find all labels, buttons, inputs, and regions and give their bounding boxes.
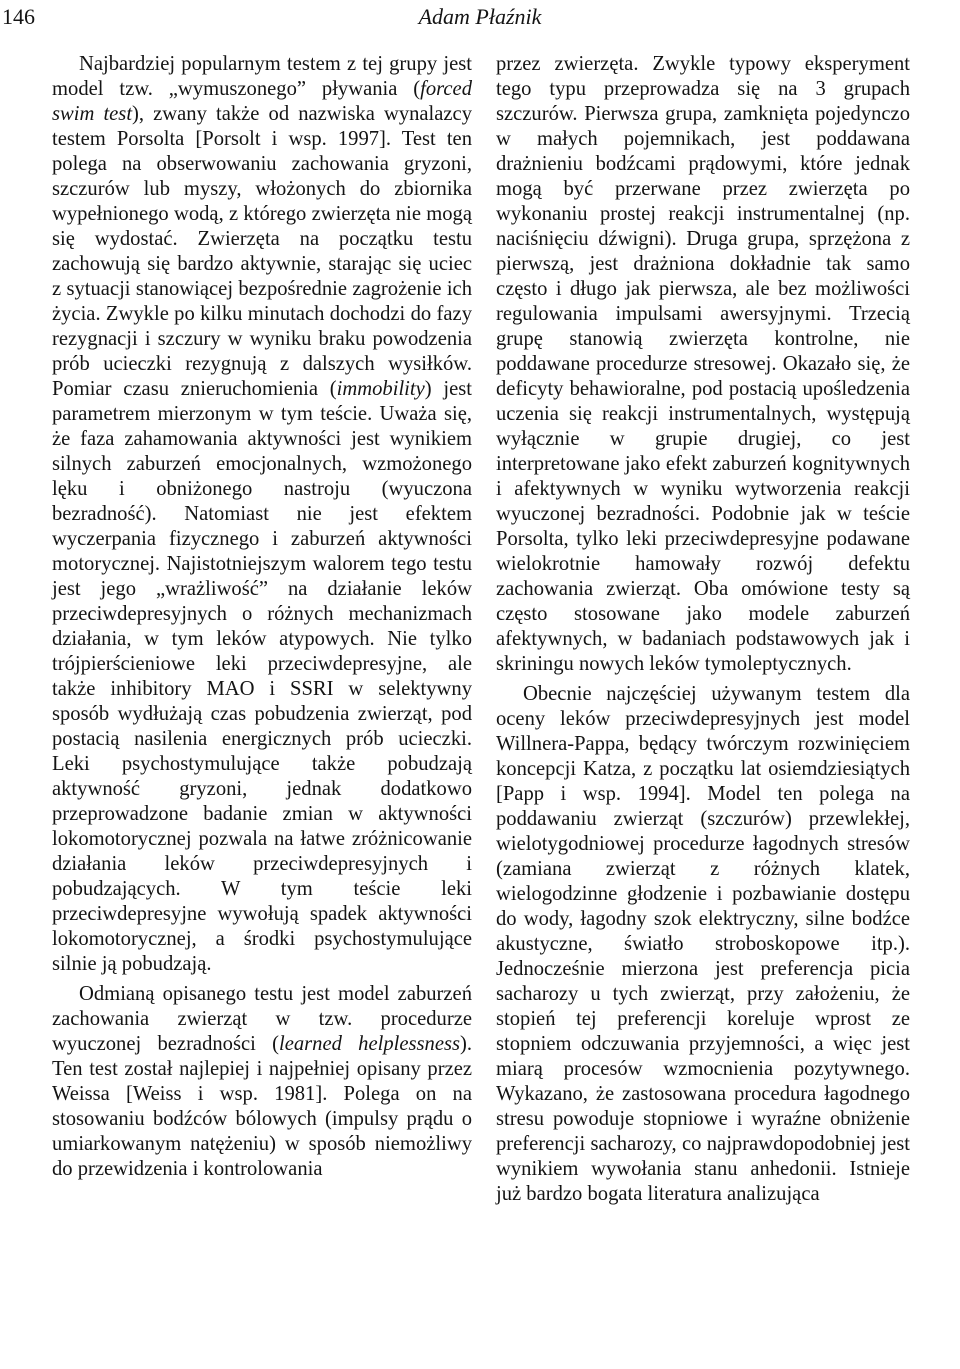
page-number: 146 [2, 4, 35, 29]
paragraph [52, 982, 472, 1182]
text-run: Obecnie najczęściej używanym testem dla oceny leków przeciwdepresyjnych jest model Willnera-Pappa, będący twórczym rozwinięciem koncepcji Katza, z początku lat osiemdziesiątych [Papp i wsp. 1994]. Model ten polega na poddawaniu zwierząt (szczurów) przewlekłej, wielotygodniowej procedurze łagodnych stresów (zamiana zwierząt z różnych klatek, wielogodzinne głodzenie i pozbawianie dostępu do wody, łagodny szok elektryczny, silne bodźce akustyczne, światło stroboskopowe itp.). Jednocześnie mierzona jest preferencja picia sacharozy u tych zwierząt, przy założeniu, że stopień tej preferencji koreluje wprost ze stopniem odczuwania przyjemności, a więc jest miarą procesów wzmocnienia pozytywnego. Wykazano, że zastosowana procedura łagodnego stresu powoduje stopniowe i wyraźne obniżenie preferencji sacharozy, co najprawdopodobniej jest wynikiem wywołania stanu anhedonii. Istnieje już bardzo bogata literatura analizująca [496, 683, 910, 1205]
italic-term: immobility [336, 378, 425, 400]
paragraph [52, 52, 472, 977]
text-run: Odmianą opisanego testu jest model zaburzeń zachowania zwierząt w tzw. procedurze wyuczonej bezradności ( [52, 983, 472, 1055]
text-run: ) jest parametrem mierzonym w tym teście. Uważa się, że faza zahamowania aktywności jest wynikiem silnych zaburzeń emocjonalnych, wzmożonego lęku i obniżonego nastroju (wyuczona bezradność). Natomiast nie jest efektem wyczerpania fizycznego i zaburzeń aktywności motorycznej. Najistotniejszym walorem tego testu jest jego „wrażliwość” na działanie leków przeciwdepresyjnych o różnych mechanizmach działania, w tym leków atypowych. Nie tylko trójpierścieniowe leki przeciwdepresyjne, ale także inhibitory MAO i SSRI w selektywny sposób wydłużają czas pobudzenia zwierząt, pod postacią nasilenia energicznych prób ucieczki. Leki psychostymulujące także pobudzają aktywność gryzoni, jednak dodatkowo przeprowadzone badanie zmian w aktywności lokomotorycznej pozwala na łatwe zróżnicowanie działania leków przeciwdepresyjnych i pobudzających. W tym teście leki przeciwdepresyjne wywołują spadek aktywności lokomotorycznej, a środki psychostymulujące silnie ją pobudzają. [52, 378, 472, 975]
page-header [0, 4, 960, 34]
text-run: ), zwany także od nazwiska wynalazcy testem Porsolta [Porsolt i wsp. 1997]. Test ten polega na obserwowaniu zachowania gryzoni, szczurów lub myszy, włożonych do zbiornika wypełnionego wodą, z którego zwierzęta nie mogą się wydostać. Zwierzęta na początku testu zachowują się bardzo aktywnie, starając się uciec z sytuacji stanowiącej bezpośrednie zagrożenie ich życia. Zwykle po kilku minutach dochodzi do fazy rezygnacji i szczury w wyniku braku powodzenia prób ucieczki rezygnują z dalszych wysiłków. Pomiar czasu znieruchomienia ( [52, 103, 472, 400]
left-column [52, 52, 472, 1182]
paragraph [496, 682, 910, 1207]
text-run: ). Ten test został najlepiej i najpełniej opisany przez Weissa [Weiss i wsp. 1981]. Polega on na stosowaniu bodźców bólowych (impulsy prądu o umiarkowanym natężeniu) w sposób niemożliwy do przewidzenia i kontrolowania [52, 1033, 473, 1180]
paragraph [496, 52, 910, 677]
running-head-author: Adam Płaźnik [418, 4, 542, 29]
italic-term: forced swim test [52, 78, 472, 125]
text-run: przez zwierzęta. Zwykle typowy eksperyment tego typu przeprowadza się na 3 grupach szczurów. Pierwsza grupa, zamknięta pojedynczo w małych pojemnikach, jest poddawana drażnieniu bodźcami prądowymi, które jednak mogą być przerwane przez zwierzęta po wykonaniu prostej reakcji instrumentalnej (np. naciśnięciu dźwigni). Druga grupa, sprzężona z pierwszą, jest drażniona dokładnie tak samo często i długo jak pierwsza, ale bez możliwości regulowania impulsami awersyjnymi. Trzecią grupę stanowią zwierzęta kontrolne, nie poddawane procedurze stresowej. Okazało się, że deficyty behawioralne, pod postacią upośledzenia uczenia się reakcji instrumentalnych, występują wyłącznie w grupie drugiej, co jest interpretowane jako efekt zaburzeń kognitywnych i afektywnych w wyniku wytworzenia reakcji wyuczonej bezradności. Podobnie jak w teście Porsolta, tylko leki przeciwdepresyjne podawane wielokrotnie hamowały rozwój defektu zachowania zwierząt. Oba omówione testy są często stosowane jako modele zaburzeń afektywnych, w badaniach podstawowych jak i skriningu nowych leków tymoleptycznych. [496, 53, 910, 675]
italic-term: learned helplessness [278, 1033, 460, 1055]
right-column [496, 52, 910, 1207]
text-run: Najbardziej popularnym testem z tej grupy jest model tzw. „wymuszonego” pływania ( [52, 53, 472, 100]
